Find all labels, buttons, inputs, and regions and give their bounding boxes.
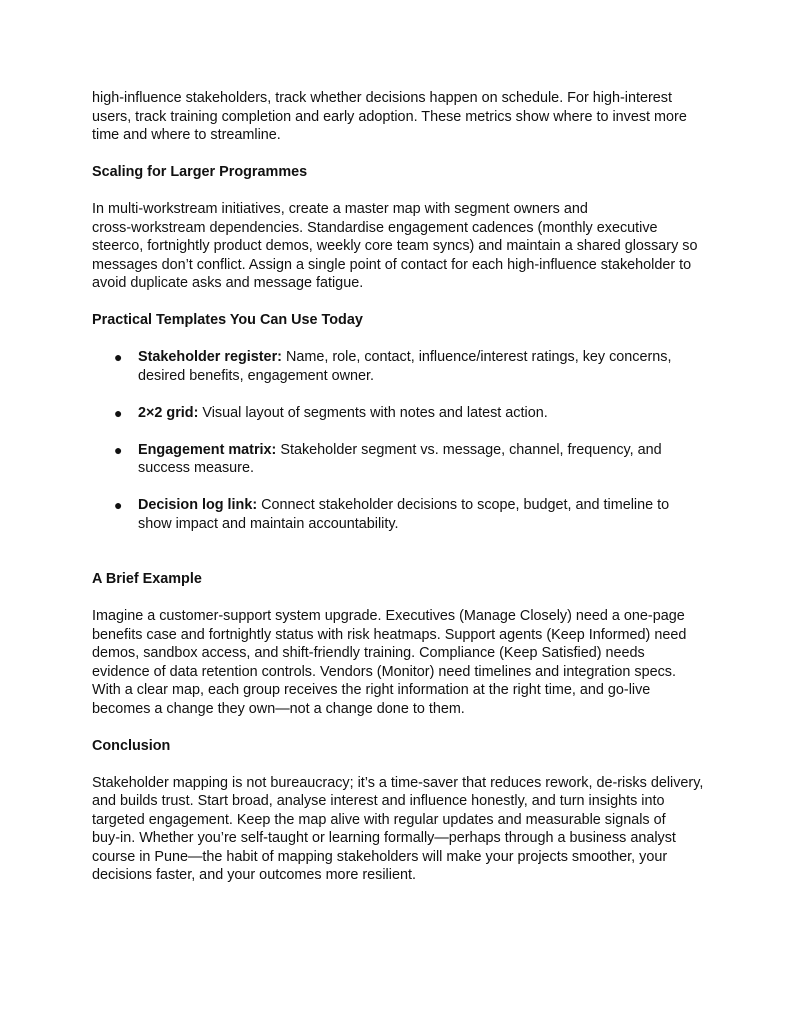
text-line: benefits case and fortnightly status with risk heatmaps. Support agents (Keep Informed) need — [92, 626, 687, 643]
item-text: Stakeholder segment vs. message, channel, frequency, and — [276, 441, 662, 458]
scaling-paragraph — [92, 200, 698, 293]
text-line: demos, sandbox access, and shift-friendly training. Compliance (Keep Satisfied) needs — [92, 645, 645, 661]
list-item — [92, 348, 694, 385]
item-text: Name, role, contact, influence/interest ratings, key concerns, — [281, 349, 672, 365]
bullet-icon: ● — [114, 404, 123, 421]
text-line: In multi-workstream initiatives, create a master map with segment owners and — [92, 201, 588, 217]
example-paragraph — [92, 607, 694, 718]
text-line: buy-in. Whether you’re self-taught or learning formally—perhaps through a business analyst — [92, 830, 676, 846]
item-text: success measure. — [138, 460, 254, 476]
item-term: 2×2 grid: — [138, 404, 199, 421]
text-line: With a clear map, each group receives the right information at the right time, and go-live — [92, 682, 651, 698]
text-line: steerco, fortnightly product demos, weekly core team syncs) and maintain a shared glossary so — [92, 238, 698, 254]
list-item — [92, 404, 694, 423]
text-line: Stakeholder mapping is not bureaucracy; it’s a time-saver that reduces rework, de-risks delivery, — [92, 774, 704, 791]
text-line: course in Pune—the habit of mapping stakeholders will make your projects smoother, your — [92, 848, 668, 865]
text-line: avoid duplicate asks and message fatigue. — [92, 275, 364, 291]
conclusion-heading: Conclusion — [92, 737, 171, 754]
templates-list — [92, 348, 694, 533]
scaling-heading: Scaling for Larger Programmes — [92, 164, 308, 180]
text-line: and builds trust. Start broad, analyse interest and influence honestly, and turn insights into — [92, 793, 665, 809]
text-line: messages don’t conflict. Assign a single point of contact for each high-influence stakeholder to — [92, 256, 692, 273]
bullet-icon: ● — [114, 441, 123, 458]
item-text: show impact and maintain accountability. — [138, 515, 399, 532]
item-text: desired benefits, engagement owner. — [138, 367, 375, 384]
example-heading: A Brief Example — [92, 571, 202, 587]
text-line: evidence of data retention controls. Vendors (Monitor) need timelines and integration specs. — [92, 663, 676, 680]
text-line: Imagine a customer-support system upgrade. Executives (Manage Closely) need a one-page — [92, 608, 685, 624]
intro-paragraph — [92, 89, 694, 145]
item-text: Connect stakeholder decisions to scope, budget, and timeline to — [257, 497, 670, 513]
document-page — [92, 89, 704, 885]
text-line: high-influence stakeholders, track whether decisions happen on schedule. For high-interest — [92, 90, 672, 106]
text-line: decisions faster, and your outcomes more resilient. — [92, 867, 416, 883]
text-line: time and where to streamline. — [92, 127, 281, 143]
bullet-icon: ● — [114, 497, 123, 513]
templates-heading: Practical Templates You Can Use Today — [92, 312, 363, 328]
list-item — [92, 496, 694, 533]
text-line: users, track training completion and early adoption. These metrics show where to invest more — [92, 108, 687, 125]
text-line: cross-workstream dependencies. Standardise engagement cadences (monthly executive — [92, 219, 658, 236]
item-term: Decision log link: — [138, 497, 258, 513]
conclusion-paragraph — [92, 774, 704, 885]
bullet-icon: ● — [114, 349, 123, 365]
text-line: targeted engagement. Keep the map alive with regular updates and measurable signals of — [92, 811, 666, 828]
text-line: becomes a change they own—not a change done to them. — [92, 700, 465, 717]
list-item — [92, 441, 694, 478]
item-text: Visual layout of segments with notes and latest action. — [198, 404, 548, 421]
item-term: Engagement matrix: — [138, 441, 277, 458]
item-term: Stakeholder register: — [138, 349, 282, 365]
